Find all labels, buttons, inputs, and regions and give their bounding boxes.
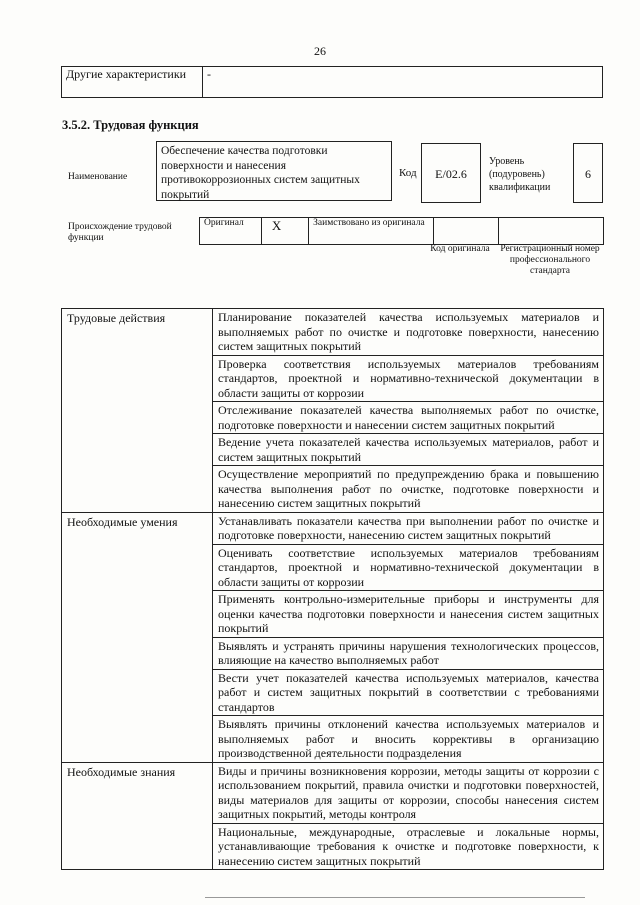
original-mark: X — [261, 218, 308, 245]
code-label: Код — [399, 167, 417, 179]
registration-number-label: Регистрационный номер профессионального стандарта — [500, 244, 600, 276]
function-name: Обеспечение качества подготовки поверхности и нанесения противокоррозионных систем защитных покрытий — [156, 141, 392, 201]
other-characteristics-table — [61, 66, 603, 98]
row-item: Выявлять и устранять причины нарушения технологических процессов, влияющие на качество выполняемых работ — [213, 637, 604, 669]
other-characteristics-label: Другие характеристики — [62, 67, 203, 98]
name-label: Наименование — [68, 172, 128, 182]
row-item: Вести учет показателей качества используемых материалов, качества работ и систем защитных покрытий в соответствии с требованиями стандартов — [213, 669, 604, 716]
function-code: E/02.6 — [421, 143, 481, 203]
table-row — [62, 762, 604, 823]
registration-number-cell — [499, 218, 604, 245]
origin-label: Происхождение трудовой функции — [68, 222, 172, 243]
row-item: Применять контрольно-измерительные приборы и инструменты для оценки качества подготовки поверхности и нанесения систем защитных покрытий — [213, 591, 604, 638]
code-of-original-label: Код оригинала — [430, 244, 490, 254]
row-category: Необходимые знания — [62, 762, 213, 870]
row-item: Национальные, международные, отраслевые и локальные нормы, устанавливающие требования к очистке и подготовке поверхности, к нанесению систем защитных покрытий — [213, 823, 604, 870]
table-row — [62, 512, 604, 544]
row-item: Ведение учета показателей качества используемых материалов, работ и систем защитных покрытий — [213, 434, 604, 466]
row-item: Осуществление мероприятий по предупреждению брака и повышению качества выполнения работ по очистке, подготовке поверхности и нанесению систем защитных покрытий — [213, 466, 604, 513]
other-characteristics-value: - — [203, 67, 603, 98]
row-item: Оценивать соответствие используемых материалов требованиям стандартов, проектной и нормативно-технической документации в области защиты от коррозии — [213, 544, 604, 591]
row-category: Трудовые действия — [62, 309, 213, 513]
qualification-level: 6 — [573, 143, 603, 203]
row-item: Отслеживание показателей качества выполняемых работ по очистке, подготовке поверхности и нанесении систем защитных покрытий — [213, 402, 604, 434]
page-number: 26 — [314, 44, 326, 58]
row-item: Проверка соответствия используемых материалов требованиям стандартов, проектной и нормативно-технической документации в области защиты от коррозии — [213, 355, 604, 402]
original-label: Оригинал — [200, 218, 262, 245]
section-heading: 3.5.2. Трудовая функция — [62, 118, 199, 132]
row-item: Виды и причины возникновения коррозии, методы защиты от коррозии с использованием покрытий, правила очистки и подготовки поверхностей, виды материалов для защиты от коррозии, способы нанесения систем защитных покрытий, методы контроля — [213, 762, 604, 823]
function-details-table — [61, 308, 604, 870]
bottom-divider — [205, 897, 585, 898]
row-category: Необходимые умения — [62, 512, 213, 762]
row-item: Выявлять причины отклонений качества используемых материалов и выполняемых работ и вносить коррективы в организацию производственной деятельности подразделения — [213, 716, 604, 763]
row-item: Устанавливать показатели качества при выполнении работ по очистке и подготовке поверхности, нанесению систем защитных покрытий — [213, 512, 604, 544]
table-row — [62, 309, 604, 356]
borrowed-label: Заимствовано из оригинала — [309, 218, 433, 245]
origin-table — [199, 217, 604, 245]
level-label: Уровень (подуровень) квалификации — [489, 156, 551, 193]
code-of-original-cell — [433, 218, 499, 245]
row-item: Планирование показателей качества используемых материалов и выполняемых работ по очистке и подготовке поверхности, нанесению систем защитных покрытий — [213, 309, 604, 356]
